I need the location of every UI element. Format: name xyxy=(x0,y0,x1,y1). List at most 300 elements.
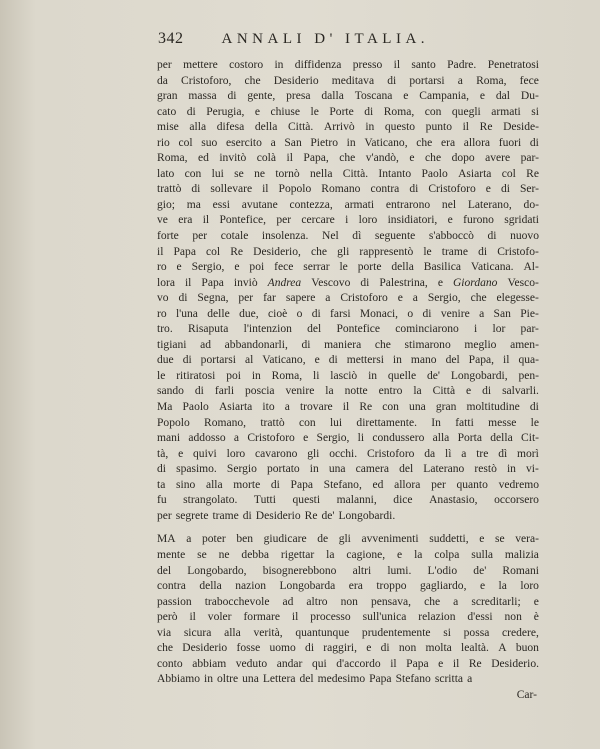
word: che xyxy=(416,136,433,149)
word: Toscana xyxy=(354,90,393,103)
word: armati xyxy=(491,105,521,118)
word: le xyxy=(423,245,432,258)
word: la xyxy=(325,385,334,398)
word: molta xyxy=(425,642,452,655)
word: Ser- xyxy=(519,183,539,196)
word: fece xyxy=(519,74,539,87)
word: verità, xyxy=(253,626,283,639)
word: de xyxy=(317,533,329,546)
word: di xyxy=(182,354,192,367)
word: s'abboccò xyxy=(428,230,474,243)
word: Ma xyxy=(157,401,173,414)
text-line xyxy=(157,564,539,580)
word: di xyxy=(387,74,397,87)
word: mente xyxy=(157,548,186,561)
word: qui xyxy=(311,657,327,670)
word: essi xyxy=(212,198,230,211)
word: per xyxy=(157,509,172,522)
word: santo xyxy=(411,59,436,71)
word: ne xyxy=(218,548,230,561)
word: Intanto xyxy=(378,167,412,180)
word: lui xyxy=(211,167,224,180)
word: Palestrina, xyxy=(379,276,428,289)
word: fatti xyxy=(455,416,474,429)
word: occhi. xyxy=(329,447,358,460)
word: del xyxy=(307,323,322,336)
word: una xyxy=(242,673,259,686)
word: Cristofo- xyxy=(497,245,539,258)
word: direttamente. xyxy=(356,416,418,429)
word: trame xyxy=(212,509,239,522)
word: Roma, xyxy=(476,74,507,87)
word: andar xyxy=(276,657,303,670)
word: se xyxy=(197,548,207,561)
word: la xyxy=(498,580,507,593)
word: Desiderio. xyxy=(491,657,539,670)
word: lor xyxy=(492,323,506,336)
word: dalla xyxy=(321,90,344,103)
word: quelle xyxy=(387,369,417,382)
word: Re xyxy=(479,121,493,134)
word: a xyxy=(186,533,192,546)
text-line xyxy=(157,478,539,494)
word: Desiderio, xyxy=(253,245,301,258)
word: Tutti xyxy=(253,494,276,507)
word: e xyxy=(397,292,403,305)
word: contra xyxy=(157,580,186,593)
word: presa xyxy=(286,90,311,103)
word: il xyxy=(262,183,269,196)
word: amen- xyxy=(510,338,539,351)
word: dal xyxy=(495,90,510,103)
word: alla xyxy=(432,432,450,445)
text-line xyxy=(157,532,539,548)
word: e xyxy=(437,276,443,289)
word: sgridati xyxy=(504,214,539,227)
word: dì xyxy=(498,447,508,460)
word: le xyxy=(157,369,166,382)
word: il xyxy=(342,401,350,414)
word: la xyxy=(414,548,423,561)
word: gagliardo, xyxy=(419,580,467,593)
word: il xyxy=(393,59,401,71)
word: ben xyxy=(236,533,253,546)
word: che xyxy=(157,642,174,655)
word: di xyxy=(487,230,497,243)
word: di xyxy=(364,105,374,118)
word: a xyxy=(325,292,331,305)
word: questi xyxy=(292,494,321,507)
word: allora xyxy=(394,478,421,491)
word: passion xyxy=(157,595,192,608)
word: Papa, xyxy=(303,152,329,165)
word: se xyxy=(495,533,505,546)
word: Lettera xyxy=(262,673,296,686)
word: loro xyxy=(226,447,246,460)
word: mettersi xyxy=(346,354,384,367)
text-line xyxy=(157,198,539,214)
word: gran xyxy=(435,401,457,414)
word: Asiarta xyxy=(218,401,253,414)
word: restò xyxy=(474,463,497,476)
word: dice xyxy=(393,494,413,507)
word: a xyxy=(453,595,459,608)
word: gli xyxy=(307,447,320,460)
word: Al- xyxy=(523,261,539,274)
word: due xyxy=(157,354,174,367)
running-title: ANNALI D' ITALIA. xyxy=(221,31,430,47)
word: lumi. xyxy=(387,564,412,577)
body-text xyxy=(157,58,539,703)
word: Anastasio, xyxy=(429,494,478,507)
word: Vesco- xyxy=(507,276,539,289)
word: e xyxy=(254,105,261,118)
word: le xyxy=(339,261,348,274)
word: lato xyxy=(157,167,175,180)
word: da xyxy=(157,74,168,87)
word: Sergio, xyxy=(191,261,225,274)
word: di xyxy=(227,90,237,103)
word: di xyxy=(500,183,510,196)
word: abbiam xyxy=(192,657,227,670)
word: Papa xyxy=(173,245,196,258)
word: de' xyxy=(473,564,487,577)
page-header xyxy=(158,30,538,48)
word: strangolato. xyxy=(183,494,238,507)
word: Romano xyxy=(321,183,361,196)
paragraph-gap xyxy=(157,524,539,532)
word: Longobardo, xyxy=(187,564,247,577)
word: che xyxy=(310,245,328,258)
word: si xyxy=(443,626,451,639)
word: a xyxy=(270,136,276,149)
word: sando xyxy=(157,385,184,398)
word: al xyxy=(244,354,254,367)
word: per xyxy=(238,292,254,305)
word: di xyxy=(529,401,539,414)
word: armati xyxy=(344,198,375,211)
text-line xyxy=(157,447,539,463)
word: Stefano, xyxy=(323,478,362,491)
word: scritta xyxy=(434,673,464,686)
text-line xyxy=(157,307,539,323)
word: per xyxy=(157,59,172,71)
word: Paolo xyxy=(182,401,209,414)
word: abbandonarli, xyxy=(224,338,288,351)
word: di xyxy=(270,478,280,491)
text-line xyxy=(157,657,539,673)
word: avvenimenti xyxy=(361,533,419,546)
word: di xyxy=(482,385,492,398)
word: e xyxy=(397,548,403,561)
word: e xyxy=(438,657,444,670)
word: ro xyxy=(157,261,167,274)
word: o xyxy=(407,307,414,320)
word: Roma, xyxy=(383,105,415,118)
word: una xyxy=(328,463,346,476)
word: entrarono xyxy=(385,198,431,211)
word: possa xyxy=(463,626,490,639)
word: cotale xyxy=(220,230,249,243)
word: chiuse xyxy=(270,105,301,118)
word: L'odio xyxy=(427,564,458,577)
word: cercare xyxy=(301,214,335,227)
word: di xyxy=(178,292,188,305)
word: mano xyxy=(410,354,437,367)
word: di xyxy=(242,509,252,522)
word: salvarli. xyxy=(502,385,539,398)
word: notte xyxy=(344,385,368,398)
word: poi xyxy=(249,261,265,274)
word: avutane xyxy=(241,198,278,211)
word: o xyxy=(296,307,303,320)
word: serrar xyxy=(303,261,330,274)
word: Vaticano, xyxy=(364,136,408,149)
word: una xyxy=(409,401,426,414)
word: e xyxy=(479,580,486,593)
word: a xyxy=(412,292,418,305)
word: Cristoforo xyxy=(428,183,476,196)
word: non xyxy=(504,611,522,624)
word: farsi xyxy=(330,307,351,320)
word: di xyxy=(311,307,321,320)
word: tornò xyxy=(275,167,300,180)
word: per xyxy=(431,478,446,491)
word: Arrivò xyxy=(323,121,355,134)
word: che xyxy=(425,152,442,165)
word: Cit- xyxy=(521,432,539,445)
word: quivi xyxy=(193,447,217,460)
word: in xyxy=(368,369,378,382)
word: col xyxy=(501,167,516,180)
word: il xyxy=(462,121,470,134)
text-line xyxy=(157,182,539,198)
word: fece xyxy=(274,261,294,274)
word: insolenza. xyxy=(261,230,309,243)
word: vera- xyxy=(515,533,539,546)
word: in xyxy=(251,369,261,382)
word: esercito xyxy=(226,136,262,149)
word: con xyxy=(298,416,316,429)
word: addosso xyxy=(188,432,226,445)
word: Vaticana. xyxy=(470,261,514,274)
word: e xyxy=(533,595,539,608)
word: Monaci, xyxy=(359,307,399,320)
word: suddetti, xyxy=(429,533,469,546)
word: e xyxy=(466,385,472,398)
word: contezza, xyxy=(289,198,333,211)
word: ito xyxy=(262,401,275,414)
word: Romano, xyxy=(204,416,247,429)
word: il xyxy=(452,657,460,670)
word: morì xyxy=(517,447,539,460)
word: di xyxy=(301,338,311,351)
word: Giordano xyxy=(452,276,498,289)
word: debba xyxy=(241,548,269,561)
word: vi- xyxy=(526,463,539,476)
word: sapere xyxy=(285,292,316,305)
word: Vaticano, xyxy=(262,354,306,367)
word: segrete xyxy=(175,509,209,522)
word: alla xyxy=(189,121,207,134)
word: e xyxy=(314,354,320,367)
text-line xyxy=(157,74,539,90)
word: Deside- xyxy=(503,121,539,134)
catchword: Car- xyxy=(516,688,537,701)
word: conto xyxy=(157,657,183,670)
word: rappresentò xyxy=(359,245,414,258)
word: nazion xyxy=(235,580,267,593)
text-line xyxy=(157,509,539,525)
word: il xyxy=(202,214,210,227)
word: di xyxy=(186,105,196,118)
word: che xyxy=(374,338,391,351)
word: Longobarda xyxy=(279,580,336,593)
word: Risaputa xyxy=(187,323,229,336)
word: oltre xyxy=(216,673,239,686)
word: da xyxy=(424,447,436,460)
word: Città xyxy=(432,385,456,398)
word: Papa xyxy=(369,673,392,686)
word: farli xyxy=(214,385,235,398)
word: in xyxy=(506,463,516,476)
word: In xyxy=(431,416,441,429)
word: l'intenzion xyxy=(243,323,292,336)
word: Romani xyxy=(502,564,539,577)
text-line xyxy=(157,353,539,369)
word: gli xyxy=(337,245,350,258)
word: della xyxy=(490,432,513,445)
text-line xyxy=(157,416,539,432)
word: par- xyxy=(520,152,539,165)
word: giudicare xyxy=(263,533,307,546)
word: Popolo xyxy=(278,183,312,196)
word: era xyxy=(440,136,456,149)
word: di xyxy=(157,463,166,476)
word: avere xyxy=(485,152,511,165)
page-number: 342 xyxy=(158,30,184,47)
word: Papa xyxy=(406,657,429,670)
word: e xyxy=(234,261,240,274)
text-line xyxy=(157,58,539,74)
word: è xyxy=(533,611,539,624)
text-line xyxy=(157,579,539,595)
word: colpa xyxy=(434,548,460,561)
word: Roma, xyxy=(157,152,188,165)
word: medesimo xyxy=(317,673,366,686)
word: buon xyxy=(515,642,539,655)
word: Du- xyxy=(520,90,539,103)
word: Re xyxy=(230,245,244,258)
word: via xyxy=(157,626,172,639)
word: condussero xyxy=(372,432,425,445)
text-line xyxy=(157,610,539,626)
word: screditarli; xyxy=(471,595,521,608)
word: fosse xyxy=(236,642,261,655)
text-line xyxy=(157,167,539,183)
text-line xyxy=(157,229,539,245)
word: ve xyxy=(157,214,168,227)
text-line xyxy=(157,213,539,229)
word: il xyxy=(503,354,510,367)
word: Città. xyxy=(287,121,314,134)
word: cagione, xyxy=(346,548,386,561)
word: alla xyxy=(205,478,223,491)
paragraph-2 xyxy=(157,532,539,687)
word: cavarono xyxy=(255,447,298,460)
word: Roma, xyxy=(271,369,303,382)
word: Paolo xyxy=(421,167,448,180)
word: l'una xyxy=(175,307,198,320)
word: quanto xyxy=(456,478,488,491)
word: non xyxy=(398,642,417,655)
word: ed xyxy=(197,152,209,165)
word: Pontefice xyxy=(336,323,381,336)
text-line xyxy=(157,400,539,416)
word: nuovo xyxy=(510,230,539,243)
word: a xyxy=(467,673,473,686)
word: e xyxy=(366,642,372,655)
word: e xyxy=(403,90,409,103)
text-line xyxy=(157,245,539,261)
word: Penetratosi xyxy=(487,59,539,71)
word: il xyxy=(390,657,397,670)
word: veduto xyxy=(235,657,268,670)
word: in xyxy=(309,463,319,476)
word: malanni, xyxy=(336,494,377,507)
word: lì xyxy=(445,447,452,460)
word: contra xyxy=(370,183,400,196)
word: de' xyxy=(321,509,335,522)
word: mani xyxy=(157,432,181,445)
word: processo xyxy=(310,611,351,624)
word: e xyxy=(479,90,486,103)
word: cioè xyxy=(267,307,288,320)
word: costoro xyxy=(229,59,264,71)
word: Papa xyxy=(290,478,313,491)
word: par- xyxy=(520,323,539,336)
word: che xyxy=(424,595,441,608)
word: li xyxy=(357,432,365,445)
word: se xyxy=(234,167,244,180)
word: con xyxy=(184,167,202,180)
word: e xyxy=(178,447,184,460)
word: punto xyxy=(425,121,452,134)
word: invitò xyxy=(219,152,247,165)
text-line xyxy=(157,291,539,307)
word: quegli xyxy=(451,105,481,118)
word: portarsi xyxy=(409,74,445,87)
word: il xyxy=(189,611,196,624)
word: poi xyxy=(226,369,241,382)
word: Porte xyxy=(329,105,354,118)
word: trattò xyxy=(260,416,285,429)
small-caps-initial: MA xyxy=(157,533,176,546)
text-line xyxy=(157,89,539,105)
word: portarsi xyxy=(200,354,236,367)
word: le xyxy=(310,105,319,118)
word: del xyxy=(299,673,314,686)
word: de' xyxy=(426,369,440,382)
word: stimarono xyxy=(404,338,451,351)
word: di xyxy=(305,642,315,655)
word: raggiri, xyxy=(323,642,357,655)
word: il xyxy=(291,611,299,624)
word: San xyxy=(493,307,511,320)
word: elegesse- xyxy=(496,292,539,305)
word: loro xyxy=(520,580,539,593)
word: Andrea xyxy=(267,276,302,289)
